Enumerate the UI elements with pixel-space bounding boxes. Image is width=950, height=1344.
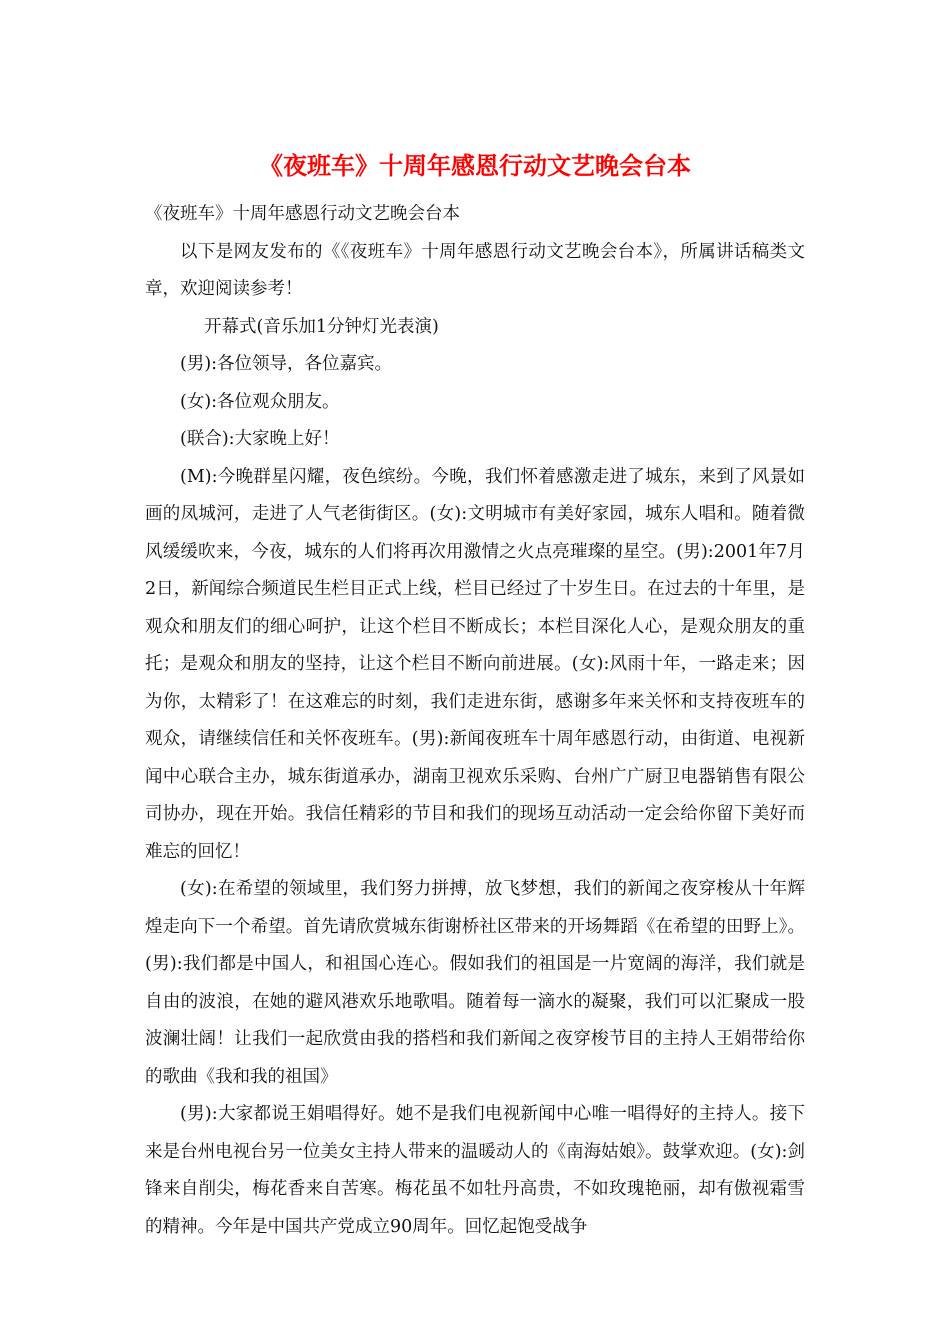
- paragraph-line: (男):各位领导，各位嘉宾。: [180, 354, 393, 374]
- paragraph-intro: 以下是网友发布的《《夜班车》十周年感恩行动文艺晚会台本》，所属讲话稿类文章，欢迎阅读参考！: [145, 241, 805, 299]
- document-body: [145, 196, 805, 1246]
- paragraph-subtitle: 《夜班车》十周年感恩行动文艺晚会台本: [145, 204, 460, 224]
- document-title: 《夜班车》十周年感恩行动文艺晚会台本: [259, 151, 691, 180]
- paragraph-script: (女):在希望的领域里，我们努力拼搏，放飞梦想，我们的新闻之夜穿梭从十年辉煌走向下一个希望。首先请欣赏城东街谢桥社区带来的开场舞蹈《在希望的田野上》。(男):我们都是中国人，和祖国心连心。假如我们的祖国是一片宽阔的海洋，我们就是自由的波浪，在她的避风港欢乐地歌唱。随着每一滴水的凝聚，我们可以汇聚成一股波澜壮阔！让我们一起欣赏由我的搭档和我们新闻之夜穿梭节目的主持人王娟带给你的歌曲《我和我的祖国》: [145, 879, 805, 1087]
- paragraph-script: (男):大家都说王娟唱得好。她不是我们电视新闻中心唯一唱得好的主持人。接下来是台州电视台另一位美女主持人带来的温暖动人的《南海姑娘》。鼓掌欢迎。(女):剑锋来自削尖，梅花香来自苦寒。梅花虽不如牡丹高贵，不如玫瑰艳丽，却有傲视霜雪的精神。今年是中国共产党成立90周年。回忆起饱受战争: [145, 1104, 805, 1237]
- paragraph-opening: 开幕式(音乐加1分钟灯光表演): [204, 316, 439, 337]
- paragraph-line: (联合):大家晚上好！: [180, 429, 340, 449]
- paragraph-script: (M):今晚群星闪耀，夜色缤纷。今晚，我们怀着感激走进了城东，来到了风景如画的凤城河，走进了人气老街街区。(女):文明城市有美好家园，城东人唱和。随着微风缓缓吹来，今夜，城东的人们将再次用激情之火点亮璀璨的星空。(男):2001年7月2日，新闻综合频道民生栏目正式上线，栏目已经过了十岁生日。在过去的十年里，是观众和朋友们的细心呵护，让这个栏目不断成长；本栏目深化人心，是观众朋友的重托；是观众和朋友的坚持，让这个栏目不断向前进展。(女):风雨十年，一路走来；因为你，太精彩了！在这难忘的时刻，我们走进东街，感谢多年来关怀和支持夜班车的观众，请继续信任和关怀夜班车。(男):新闻夜班车十周年感恩行动，由街道、电视新闻中心联合主办，城东街道承办，湖南卫视欢乐采购、台州广广厨卫电器销售有限公司协办，现在开始。我信任精彩的节目和我们的现场互动活动一定会给你留下美好而难忘的回忆！: [145, 466, 805, 862]
- paragraph-line: (女):各位观众朋友。: [180, 391, 340, 412]
